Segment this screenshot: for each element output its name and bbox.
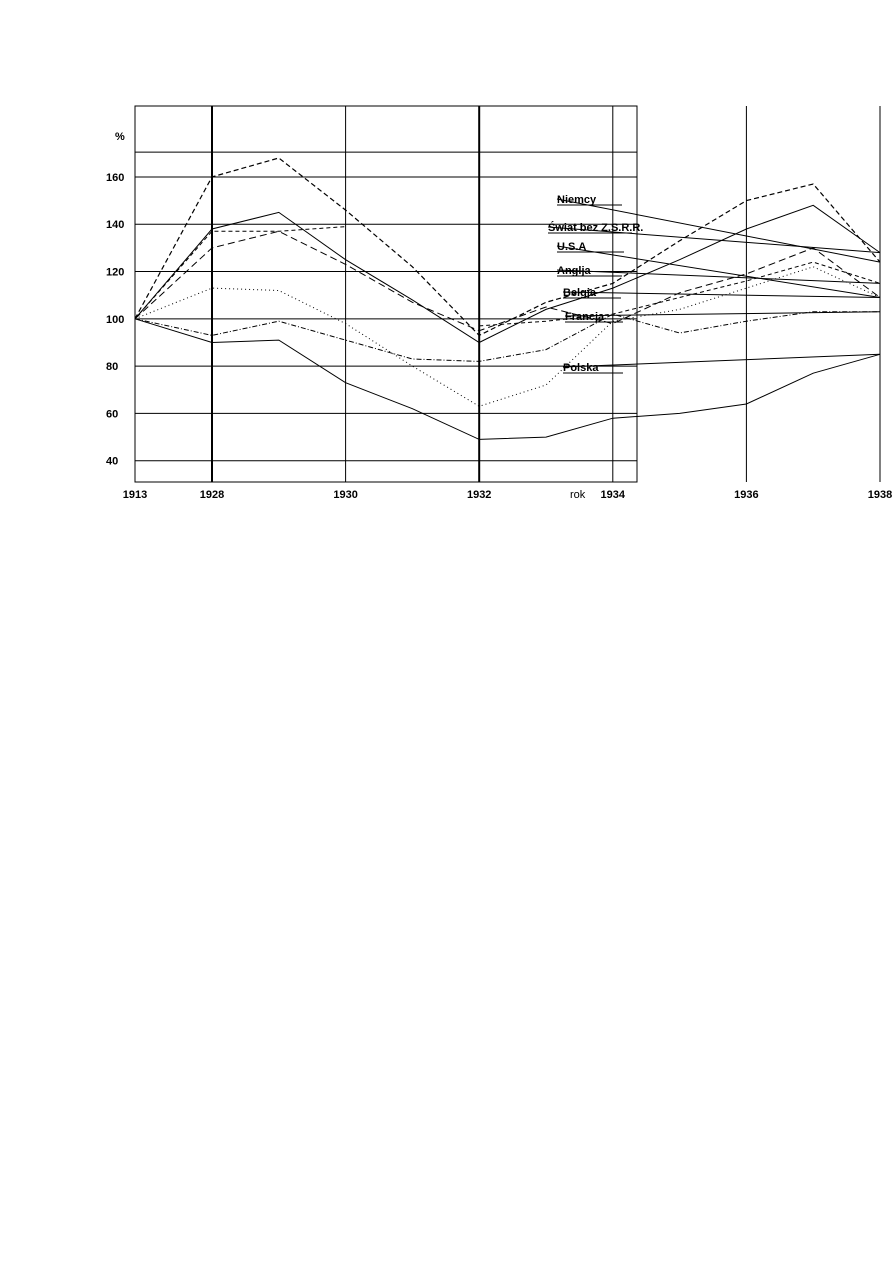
x-tick-label: 1932 <box>466 489 492 501</box>
legend-label: Belgja <box>563 287 597 299</box>
legend-leader <box>563 354 880 367</box>
series-line <box>135 158 880 335</box>
chart-series <box>135 158 880 439</box>
plot-border <box>135 106 637 482</box>
y-tick-label: 100 <box>106 313 125 326</box>
y-tick-label: 80 <box>106 361 119 374</box>
y-tick-label: 60 <box>106 408 119 421</box>
x-tick-label: 1936 <box>734 489 759 501</box>
legend-label: Anglja <box>557 265 591 277</box>
x-tick-label: 1938 <box>867 489 893 501</box>
y-axis-label: % <box>115 131 125 143</box>
legend-label: Polska <box>563 362 599 374</box>
x-tick-label: 1913 <box>122 489 148 501</box>
x-tick-label: 1934 <box>600 489 626 501</box>
chart-grid <box>135 106 880 482</box>
legend-leader <box>563 292 880 298</box>
legend-label: Świat bez Z.S.R.R. <box>548 222 644 234</box>
series-line <box>135 267 880 407</box>
legend-label: Francja <box>565 311 605 323</box>
y-tick-label: 40 <box>106 455 119 468</box>
series-line <box>135 319 880 440</box>
chart-legend <box>548 194 880 374</box>
y-tick-label: 160 <box>106 171 125 184</box>
y-tick-label: 140 <box>106 219 125 232</box>
legend-label: Niemcy <box>557 194 597 206</box>
legend-label: U.S.A <box>557 241 587 253</box>
x-axis-label: rok <box>570 489 586 501</box>
chart-ticks <box>106 172 892 501</box>
x-tick-label: 1928 <box>199 489 225 501</box>
x-tick-label: 1930 <box>333 489 358 501</box>
y-tick-label: 120 <box>106 266 125 279</box>
chart-frame <box>135 106 637 482</box>
